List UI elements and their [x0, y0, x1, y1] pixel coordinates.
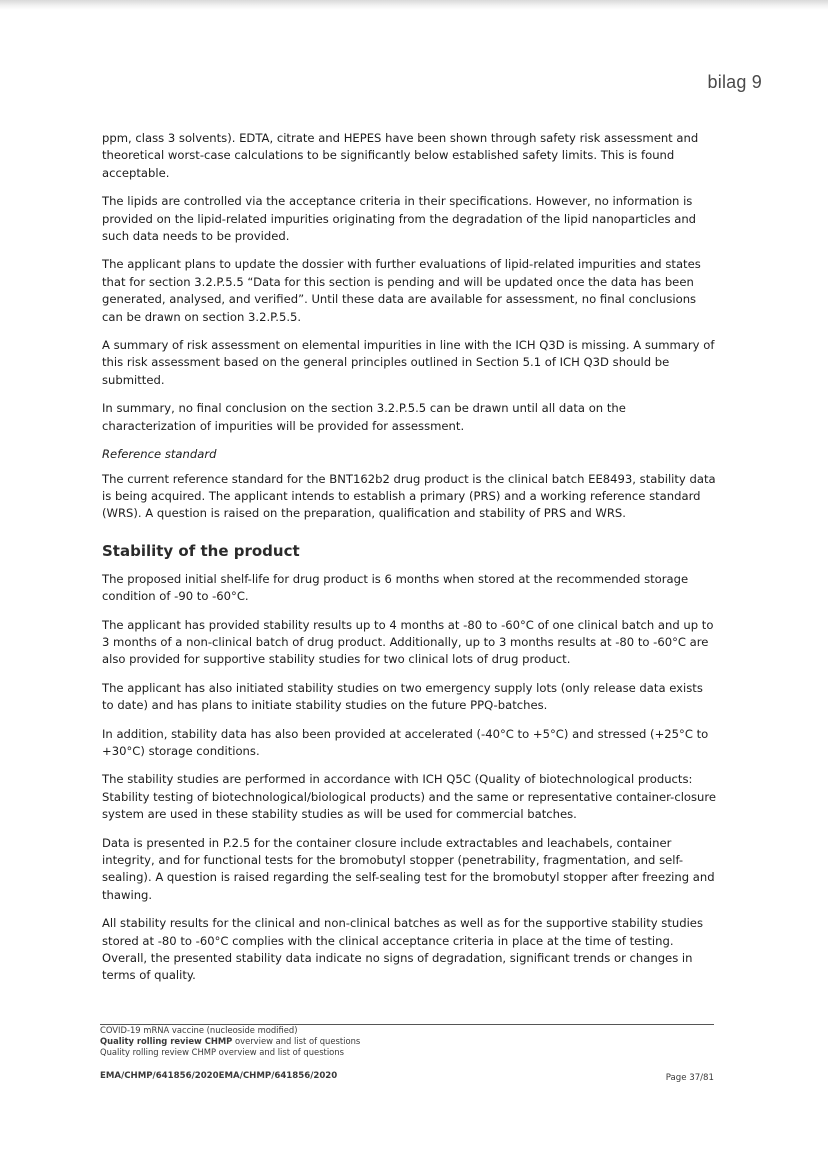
document-body	[102, 130, 718, 996]
annex-label: bilag 9	[707, 72, 762, 92]
paragraph-solvents: ppm, class 3 solvents). EDTA, citrate and HEPES have been shown through safety risk assessment and theoretical worst-case calculations to be significantly below established safety limits. This is found acceptable.	[102, 131, 699, 180]
scan-top-edge	[0, 0, 828, 10]
paragraph-stability-conclusion: All stability results for the clinical and non-clinical batches as well as for the supportive stability studies stored at -80 to -60°C complies with the clinical acceptance criteria in place at the time of testing. Overall, the presented stability data indicate no signs of degradation, significant trends or changes in terms of quality.	[102, 916, 703, 983]
paragraph-shelf-life: The proposed initial shelf-life for drug product is 6 months when stored at the recommended storage condition of -90 to -60°C.	[102, 571, 689, 604]
paragraph-impurities-summary: In summary, no final conclusion on the section 3.2.P.5.5 can be drawn until all data on the characterization of impurities will be provided for assessment.	[102, 401, 626, 433]
paragraph-elemental-impurities: A summary of risk assessment on elemental impurities in line with the ICH Q3D is missing. A summary of this risk assessment based on the general principles outlined in Section 5.1 of ICH Q3D should be submitted.	[102, 338, 715, 387]
section-heading-stability: Stability of the product	[102, 541, 300, 560]
page-number: Page 37/81	[665, 1073, 714, 1083]
footer-review-line	[100, 1036, 714, 1047]
paragraph-lipid-impurities-update: The applicant plans to update the dossier with further evaluations of lipid-related impurities and states that for section 3.2.P.5.5 “Data for this section is pending and will be updated once the data has been generated, analysed, and verified”. Until these data are available for assessment, no final conclusions can be drawn on section 3.2.P.5.5.	[102, 257, 701, 324]
paragraph-ich-q5c: The stability studies are performed in accordance with ICH Q5C (Quality of biotechnological products: Stability testing of biotechnological/biological products) and the same or representative container-closure system are used in these stability studies as will be used for commercial batches.	[102, 772, 717, 822]
document-reference: EMA/CHMP/641856/2020EMA/CHMP/641856/2020	[100, 1071, 338, 1081]
footer-review-line-2: Quality rolling review CHMP overview and list of questions	[100, 1047, 344, 1057]
paragraph-stability-results: The applicant has provided stability results up to 4 months at -80 to -60°C of one clinical batch and up to 3 months of a non-clinical batch of drug product. Additionally, up to 3 months results at -80 to -60°C are also provided for supportive stability studies for two clinical lots of drug product.	[102, 617, 714, 667]
footer-review-rest: overview and list of questions	[232, 1036, 361, 1046]
footer-product-line: COVID-19 mRNA vaccine (nucleoside modified)	[100, 1025, 298, 1035]
paragraph-reference-standard: The current reference standard for the BNT162b2 drug product is the clinical batch EE8493, stability data is being acquired. The applicant intends to establish a primary (PRS) and a working reference standard (WRS). A question is raised on the preparation, qualification and stability of PRS and WRS.	[102, 471, 716, 521]
subheading-reference-standard: Reference standard	[102, 447, 217, 462]
paragraph-emergency-lots: The applicant has also initiated stability studies on two emergency supply lots (only release data exists to date) and has plans to initiate stability studies on the future PPQ-batches.	[102, 680, 703, 713]
paragraph-accelerated-conditions: In addition, stability data has also been provided at accelerated (-40°C to +5°C) and stressed (+25°C to +30°C) storage conditions.	[102, 726, 709, 758]
paragraph-lipids: The lipids are controlled via the acceptance criteria in their specifications. However, no information is provided on the lipid-related impurities originating from the degradation of the lipid nanoparticles and such data needs to be provided.	[102, 194, 697, 244]
paragraph-container-closure: Data is presented in P.2.5 for the container closure include extractables and leachabels, container integrity, and for functional tests for the bromobutyl stopper (penetrability, fragmentation, and self-sealing). A question is raised regarding the self-sealing test for the bromobutyl stopper after freezing and thawing.	[102, 835, 715, 902]
footer-block	[100, 1025, 714, 1058]
footer-review-bold: Quality rolling review CHMP	[100, 1036, 233, 1046]
